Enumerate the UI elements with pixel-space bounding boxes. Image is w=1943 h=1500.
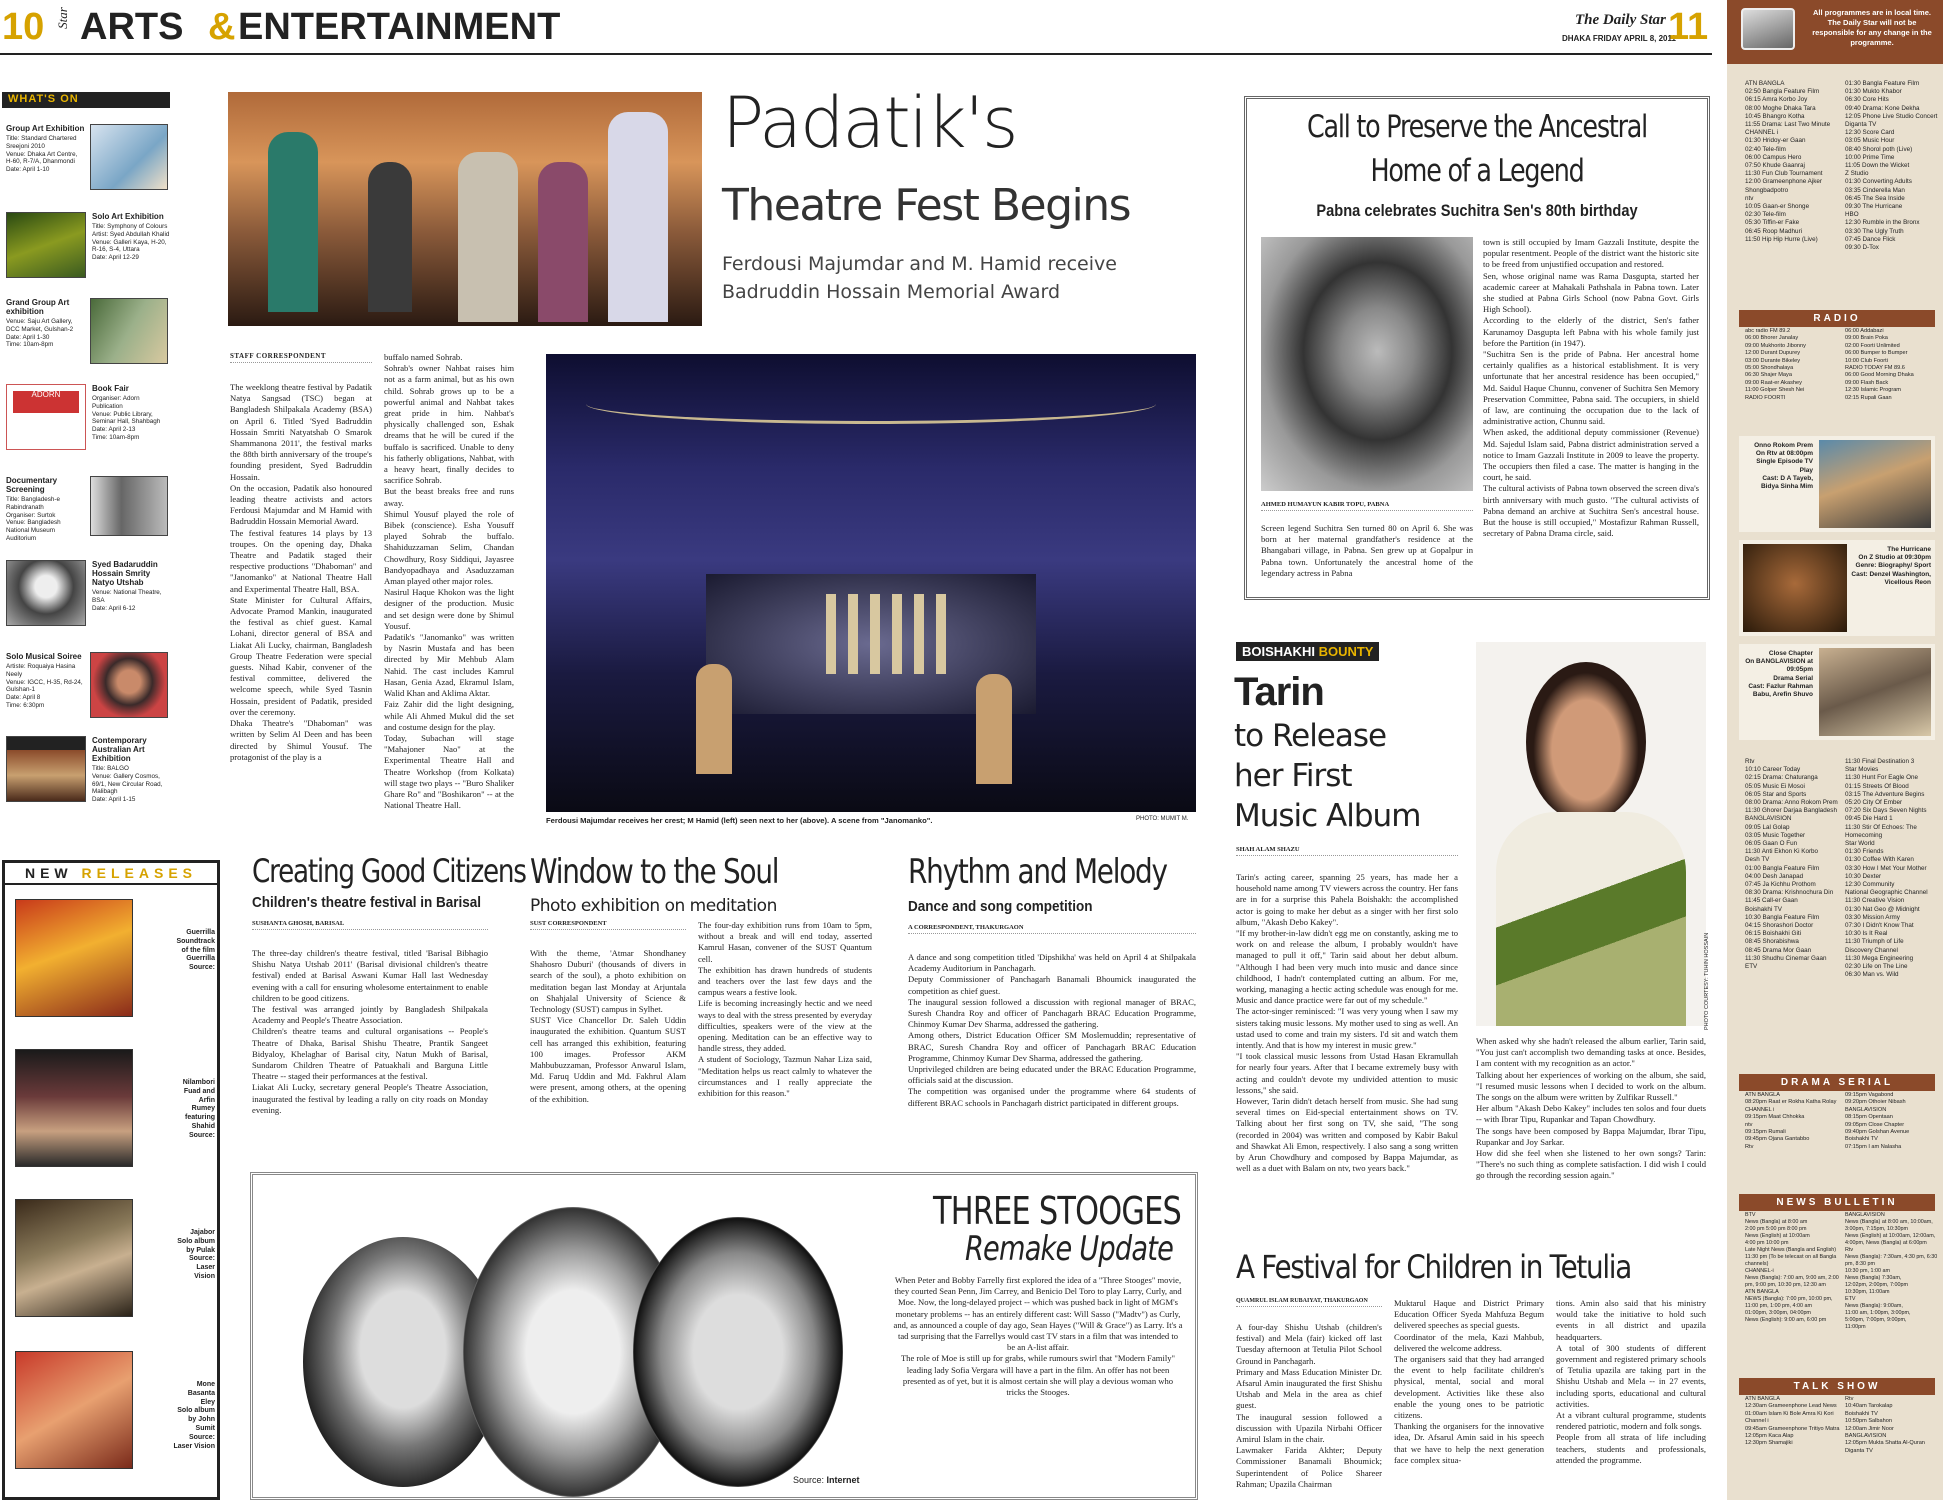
whats-on-item: Solo Musical Soiree Artiste: Roquaiya Hasina Neely Venue: IGCC, H-35, Rd-24, Gulshan-1 Date: April 8 Time: 6:30pm: [6, 652, 170, 710]
event-thumbnail: [90, 298, 168, 364]
tarin-headline-3: her First: [1234, 758, 1352, 794]
window-byline: SUST CORRESPONDENT: [530, 920, 686, 930]
citizens-text: The three-day children's theatre festival, titled 'Barisal Bibhagio Shishu Natya Utshab 2011' (Barisal divisional children's theatre festival) ended at Barisal Aswani Kumar Hall last Wednesday evening with a call for ensuring wholesome entertainment to enable children to be good citizens. The festival was arranged jointly by Bangladesh Shilpakala Academy and People's Theatre Association. Children's theatre teams and cultural organisations -- People's Theatre of Dhaka, Barisal Shishu Theatre, Prantik Sangeet Bidyaloy, Khelaghar of Barisal city, Natun Mukh of Barisal, Sundarom Children Theatre of Patuakhali and Barguna Little Theatre -- staged their performances at the festival. Liakat Ali Lucky, secretary general People's Theatre Association, inaugurated the festival by leading a rally on city roads on Monday evening.: [252, 948, 488, 1115]
suchitra-right-text: town is still occupied by Imam Gazzali Institute, despite the popular resentment. People of the district want the historic site to be freed from unjustified occupation and restored. Sen, whose original name was Rama Dasgupta, started her academic career at Mahakali Pathshala in Pabna town. Later she studied at Pabna Girls School (now Pabna Govt. Girls High School). According to the elderly of the district, Sen's father Karunamoy Dasgupta left Pabna with his whole family just before the Partition (in 1947). "Suchitra Sen is the pride of Pabna. Her ancestral home certainly qualifies as a historical establishment. It is very unfortunate that her ancestral residence has been occupied," Md. Saidul Haque Chunnu, convener of Suchitra Sen Memory Preservation Committee, Pabna said. The occupiers, in shield of law, are continuing the occupation due to the lack of administrative action, Chunnu said. When asked, the additional deputy commissioner (Revenue) Md. Sajedul Islam said, Pabna district administration served a notice to Imam Gazzali Institute in 2009 to leave the property. The occupiers then filed a case. The matter is hanging in the court, he said. The cultural activists of Pabna town observed the screen diva's birth anniversary with much gusto. "The cultural activists of Pabna demand an archive at Suchitra Sen's ancestral house. But the house is still occupied," Mostafizur Rahman Russell, secretary of Pabna Drama circle, said.: [1483, 237, 1699, 539]
star-mark: Star: [54, 7, 70, 29]
window-headline: Window to the Soul: [530, 852, 779, 892]
whats-on-item: Documentary Screening Title: Bangladesh-e Rabindranath Organiser: Surtok Venue: Bangladesh National Museum Auditorium: [6, 476, 170, 543]
album-cover-item: Guerrilla Soundtrack of the film Guerrilla Source:: [15, 899, 215, 1017]
drama-serial-right: 09:15pm Vagabond 09:20pm Othoier Nibash BANGLAVISION 08:15pm Opentaan 09:05pm Close Chapter 09:40pm Golshan Avenue Boishakhi TV 07:15pm I am Nalasha: [1845, 1092, 1910, 1150]
padatik-byline: STAFF CORRESPONDENT: [230, 352, 372, 363]
new-releases-title: NEW RELEASES: [5, 863, 217, 885]
tarin-headline-1: Tarin: [1234, 670, 1324, 714]
tarin-column-2: When asked why she hadn't released the album earlier, Tarin said, "You just can't accomplish two demanding tasks at once. Besides, I am content with my recognition as an actor." Talking about her experiences of working on the album, she said, "I resumed music lessons when I decided to work on the album. The songs on the album were written by Zulfikar Russell." Her album "Akash Debo Kakey" includes ten solos and four duets -- with Ibrar Tipu, Rupankar and Tapan Chowdhury. The songs have been composed by Bappa Majumdar, Ibrar Tipu, Rupankar and Joy Sarkar. How did she feel when she listened to her own songs? Tarin: "There's no such thing as complete satisfaction. I did wish I could go through the recording session again.": [1476, 1036, 1706, 1181]
padatik-photo-caption: Ferdousi Majumdar receives her crest; M Hamid (left) seen next to her (above). A scene from "Janomanko".: [546, 816, 933, 825]
page-number-left: 10: [2, 6, 45, 48]
drama-serial-title: DRAMA SERIAL: [1739, 1074, 1935, 1091]
talk-show-title: TALK SHOW: [1739, 1378, 1935, 1395]
event-thumbnail: [90, 124, 168, 190]
whats-on-item: Group Art Exhibition Title: Standard Chartered Sreejoni 2010 Venue: Dhaka Art Centre, H-60, R-7/A, Dhanmondi Date: April 1-10: [6, 124, 170, 174]
talk-show-left: ATN BANGLA 12:30am Grameenphone Lead News 01:00am Islam Ki Bole Amra Ki Kori Channel i 09:45am Grameenphone Tritiyo Matra 12:05pm Kaca Alap 12:30pm Shamajiki: [1745, 1396, 1840, 1447]
event-thumbnail: [90, 652, 168, 718]
section-title-entertainment: ENTERTAINMENT: [238, 6, 561, 48]
radio-title: RADIO: [1739, 310, 1935, 327]
section-title-amp: &: [208, 6, 236, 48]
three-stooges-photo: [293, 1197, 853, 1497]
page-number-right: 11: [1668, 6, 1709, 48]
section-title-arts: ARTS: [80, 6, 184, 48]
suchitra-byline: AHMED HUMAYUN KABIR TOPU, PABNA: [1261, 501, 1473, 511]
tv-set-icon: [1741, 8, 1795, 50]
suchitra-headline-1: Call to Preserve the Ancestral: [1307, 109, 1647, 145]
suchitra-headline-2: Home of a Legend: [1370, 153, 1584, 189]
stooges-source: Source: Internet: [793, 1475, 860, 1485]
window-column-1: With the theme, 'Atmar Shondhaney Shahosro Duburi' (thousands of divers in search of the soul), a photo exhibition on meditation began last Monday at Arjuntala on Shahjalal University of Science & Technology (SUST) campus in Sylhet. SUST Vice Chancellor Dr. Saleh Uddin inaugurated the exhibition. Quantum SUST cell has arranged this exhibition, featuring 100 images. Professor AKM Mahbubuzzaman, Professor Anwarul Islam, Md. Faruq Uddin and Md. Fakhrul Alam were present, among others, at the opening of the exhibition.: [530, 948, 686, 1104]
tv-schedule-2-right: 11:30 Final Destination 3 Star Movies 11:30 Hunt For Eagle One 01:15 Streets Of Blood 03:15 The Adventure Begins 05:20 City Of Ember 07:20 Six Days Seven Nights 09:45 Die Hard 1 11:30 Stir Of Echoes: The Homecoming Star World 01:30 Friends 01:30 Coffee With Karen 03:30 How I Met Your Mother 10:30 Dexter 12:30 Community National Geographic Channel 11:30 Creative Vision 01:30 Nat Geo @ Midnight 03:30 Mission Army 07:30 I Didn't Know That 10:30 Is It Real 11:30 Triumph of Life Discovery Channel 11:30 Mega Engineering 02:30 Life on The Line 06:30 Man vs. Wild: [1845, 758, 1928, 979]
tarin-headline-4: Music Album: [1234, 798, 1421, 834]
event-thumbnail: [90, 476, 168, 536]
dateline: DHAKA FRIDAY APRIL 8, 2011: [1562, 34, 1676, 43]
album-cover: [15, 1351, 133, 1469]
padatik-column-2: buffalo named Sohrab. Sohrab's owner Nahbat raises him not as a farm animal, but as his own child. Sohrab grows up to be a powerful animal and Nahbat takes great pride in him. Nahbat's physically challenged son, Eshak dreams that he will be cured if the buffalo is sacrificed. Unable to deny his fatherly obligations, Nahbat, with a heavy heart, finally decides to sacrifice Sohrab. But the beast breaks free and runs away. Shimul Yousuf played the role of Bibek (conscience). Esha Yousuff played Sohrab the buffalo. Shahiduzzaman Selim, Chandan Chowdhury, Rosy Siddiqui, Jayasree Bandyopadhaya and Asaduzzaman Aman played other major roles. Nasirul Haque Khokon was the light designer of the production. Music and set design were done by Shimul Yousuf. Padatik's "Janomanko" was written by Nasrin Mustafa and has been directed by Mir Mehbub Alam Nahid. The cast includes Kamrul Hasan, Genia Azad, Ekramul Islam, Walid Khan and Aklima Aktar. Faiz Zahir did the light designing, while Ali Ahmed Mukul did the set and costume design for the play. Today, Subachan will stage "Mahajoner Nao" at the Experimental Theatre Hall and Theatre Workshop (from Kolkata) will stage two plays -- "Buro Shaliker Ghare Ro" and "Boshikaron" -- at the National Theatre Hall.: [384, 352, 514, 811]
rhythm-headline: Rhythm and Melody: [908, 852, 1167, 892]
padatik-column-1: The weeklong theatre festival by Padatik Natya Sangsad (TSC) began at Bangladesh Shilpakala Academy (BSA) on April 6. Titled 'Syed Badruddin Hossain Smriti Natyatshab O Smarok Shammanona 2011', the festival marks the 88th birth anniversary of the troupe's founding president, Syed Badruddin Hossain. On the occasion, Padatik also honoured leading theatre activists and actors Ferdousi Majumdar and M Hamid with Badruddin Hossain Memorial Award. The festival features 14 plays by 13 troupes. On the opening day, Dhaka Theatre and Padatik staged their respective productions "Dhaboman" and "Janomanko" at National Theatre Hall and Experimental Theatre Hall, BSA. State Minister for Cultural Affairs, Advocate Pramod Mankin, inaugurated the festival as chief guest. Kamal Lohani, director general of BSA and Liakat Ali Lucky, chairman, Bangladesh Group Theatre Federation were special guests. Nihad Kabir, convener of the festival committee, delivered the welcome speech, while Syed Tasnin Hossain, president of Padatik, presided over the ceremony. Dhaka Theatre's "Dhaboman" was written by Selim Al Deen and has been directed by Shimul Yousuf. The protagonist of the play is a: [230, 382, 372, 762]
page-header: [0, 0, 1712, 55]
suchitra-left-text: Screen legend Suchitra Sen turned 80 on April 6. She was born at her maternal grandfather's residence at the Bhangabari village, in Pabna. Sen grew up at Gopalpur in Pabna town. Unfortunately the ancestral home of the legendary actress in Pabna: [1261, 523, 1473, 578]
tv-schedule-left: ATN BANGLA 02:50 Bangla Feature Film 06:15 Amra Korbo Joy 08:00 Moghe Dhaka Tara 10:45 Bhangro Kotha 11:55 Drama: Last Two Minute CHANNEL i 01:30 Hridoy-er Gaan 02:40 Tele-film 06:00 Campus Hero 07:50 Khude Gaanraj 11:30 Fun Club Tournament 12:00 Grameenphone Ajker Shongbadpotro ntv 10:05 Gaan-er Shonge 02:30 Tele-film 05:30 Tiffin-er Fake 06:45 Roop Madhuri 11:50 Hip Hip Hurre (Live): [1745, 80, 1831, 243]
drama-serial-left: ATN BANGLA 08:20pm Raat er Rokha Katha Rolay CHANNEL i 09:15pm Maat Chhokka ntv 09:15pm Rumali 09:45pm Ojana Gantabbo Rtv: [1745, 1092, 1837, 1150]
stooges-text: When Peter and Bobby Farrelly first explored the idea of a "Three Stooges" movie, they courted Sean Penn, Jim Carrey, and Benicio Del Toro to play Larry, Curly, and Moe. Now, the long-delayed project -- which was pushed back in light of MGM's monetary problems -- has an entirely different cast: Will Sasso ("Madtv") as Curly, and, as announced a couple of day ago, Sean Hayes ("Will & Grace") as Larry. It's a tad surprising that the Farrellys would cast TV stars in a film that was intended to be an A-list affair. The role of Moe is still up for grabs, while rumours swirl that "Modern Family" leading lady Sofia Vergara will have a part in the film. An offer has not been presented as of yet, but it is almost certain she will play a devious woman who tricks the Stooges.: [893, 1275, 1183, 1398]
news-bulletin-title: NEWS BULLETIN: [1739, 1194, 1935, 1211]
album-cover-item: Jajabor Solo album by Pulak Source: Laser Vision: [15, 1199, 215, 1317]
radio-schedule-left: abc radio FM 89.2 06:00 Bhorer Janalay 09:00 Mukhorito Jibonny 12:00 Durant Dupurey 03:00 Durante Bikeley 05:00 Shondhalaya 06:30 Shajer Maya 09:00 Raat-er Akashey 11:00 Golper Shesh Nei RADIO FOORTI: [1745, 328, 1806, 401]
promo-card: [1739, 540, 1935, 636]
padatik-headline-2: Theatre Fest Begins: [722, 180, 1131, 231]
tarin-headline-2: to Release: [1234, 718, 1387, 754]
new-releases-panel: [2, 860, 220, 1500]
promo-text: Onno Rokom Prem On Rtv at 08:00pm Single Episode TV Play Cast: D A Tayeb, Bidya Sinha Mim: [1754, 442, 1813, 491]
window-column-2: The four-day exhibition runs from 10am to 5pm, without a break and will end today, asserted Kamrul Hasan, convener of the SUST Quantum cell. The exhibition has drawn hundreds of students and teachers over the last few days and the campus wears a festive look. Life is becoming increasingly hectic and we need ways to deal with the stress presented by everyday difficulties, speakers were of the view at the opening. Meditation can be an effective way to handle stress, they added. A student of Sociology, Tazmun Nahar Liza said, "Meditation helps us react calmly to whatever the circumstances and I really appreciate the exhibition for this reason.": [698, 920, 872, 1099]
tetulia-column-2: Muktarul Haque and District Primary Education Officer Syeda Mahfuza Begum delivered speeches as special guests. Coordinator of the mela, Kazi Mahbub, delivered the welcome address. The organisers said that they had arranged the event to help facilitate children's physical, mental, social and moral development. Activities like these also enable the young ones to be patriotic citizens. Thanking the organisers for the innovative idea, Dr. Afsarul Amin said in his speech that we have to help the next generation face complex situa-: [1394, 1298, 1544, 1465]
masthead: The Daily Star: [1575, 12, 1666, 28]
tv-guide-sidebar: [1727, 0, 1943, 1500]
promo-text: Close Chapter On BANGLAVISION at 09:05pm Drama Serial Cast: Fazlur Rahman Babu, Arefin Shuvo: [1745, 650, 1813, 699]
whats-on-title: WHAT'S ON: [2, 92, 170, 108]
news-bulletin-left: BTV News (Bangla) at 8:00 am 2:00 pm 5:00 pm 8:00 pm News (English) at 10:00am 4:00 pm 10:00 pm Late Night News (Bangla and English) 11:30 pm (To be telecast on all Bangla channels) CHANNEL-i News (Bangla): 7:00 am, 9:00 am, 2:00 pm, 9:00 pm, 10:30 pm, 12:30 am ATN BANGLA NEWS (Bangla): 7:00 pm, 10:00 pm, 11:00 pm, 1:00 pm, 4:00 am 01:00pm, 3:00pm, 04:00pm News (English): 9:00 am, 6:00 pm: [1745, 1212, 1839, 1323]
whats-on-item: Grand Group Art exhibition Venue: Saju Art Gallery, DCC Market, Gulshan-2 Date: April 1-30 Time: 10am-8pm: [6, 298, 170, 349]
tarin-photo-credit: PHOTO COURTESY: TUHIN HOSSAIN: [1704, 932, 1710, 1030]
album-cover-item: Nilambori Fuad and Arfin Rumey featuring Shahid Source:: [15, 1049, 215, 1167]
album-cover-item: Mone Basanta Eley Solo album by John Sumit Source: Laser Vision: [15, 1351, 215, 1469]
event-thumbnail: [6, 212, 86, 278]
tetulia-headline: A Festival for Children in Tetulia: [1236, 1248, 1631, 1286]
news-bulletin-right: BANGLAVISION News (Bangla) at 8:00 am, 10:00am, 3:00pm, 7:15pm, 10:30pm News (English) at 10:00am, 12:00am, 4:00pm, News (Bangla) at 6:00pm Rtv News (Bangla): 7:30am, 4:30 pm, 6:30 pm, 8:30 pm 10:30 pm, 1:00 am News (Bangla) 7:30am, 12:02pm, 2:00pm, 7:00pm 10:30pm, 11:00am ETV News (Bangla): 9:00am, 11:00 am, 1:00pm, 3:00pm, 5:00pm, 7:00pm, 9:00pm, 11:00pm: [1845, 1212, 1938, 1330]
suchitra-subhead: Pabna celebrates Suchitra Sen's 80th birthday: [1316, 201, 1638, 220]
stooges-headline-1: THREE STOOGES: [933, 1189, 1182, 1233]
promo-photo: [1819, 648, 1931, 736]
whats-on-panel: WHAT'S ON Group Art Exhibition Title: Standard Chartered Sreejoni 2010 Venue: Dhaka Art Centre, H-60, R-7/A, Dhanmondi Date: April 1-10 Solo Art Exhibition Title: Symphony of Colours Artist: Syed Abdullah Khalid Venue: Galleri Kaya, H-20, R-16, S-4, Uttara Date: April 12-29 Grand Group Art exhibition Venue: Saju Art Gallery, DCC Market, Gulshan-2 Date: April 1-30 Time: 10am-8pm ADORN Book Fair Organiser: Adorn Publication Venue: Public Library, Seminar Hall, Shahbagh Date: April 2-13 Time: 10am-8pm Documentary Screening Title: Bangladesh-e Rabindranath Organiser: Surtok Venue: Bangladesh National Museum Auditorium Syed Badaruddin Hossain Smrity Natyo Utshab Venue: National Theatre, BSA Date: April 6-12 Solo Musical Soiree Artiste: Roquaiya Hasina Neely Venue: IGCC, H-35, Rd-24, Gulshan-1 Date: April 8 Time: 6:30pm Contemporary Australian Art Exhibition Title: BALGO Venue: Gallery Cosmos, 69/1, New Circular Road, Malibagh Date: April 1-15: [2, 92, 170, 808]
album-cover: [15, 899, 133, 1017]
album-cover: [15, 1049, 133, 1167]
tarin-kicker: BOISHAKHI BOUNTY: [1236, 642, 1379, 661]
rhythm-subhead: Dance and song competition: [908, 898, 1093, 915]
tarin-column-1: Tarin's acting career, spanning 25 years, has made her a household name among TV viewers across the country. Her fans are in for a surprise this Pahela Boishakh: the accomplished actor is going to make her debut as a singer with her first solo album, "Akash Debo Kakey". "If my brother-in-law didn't egg me on constantly, asking me to work on and release the album, I probably wouldn't have managed to pull it off," Tarin said about her debut album. "Although I had been very much into music and dance since childhood, I hadn't contemplated cutting an album. For me, working, managing a hectic acting schedule was enough for me. Music and dance practice were far out of my schedule." The actor-singer reminisced: "I was very young when I saw my sisters taking music lessons. My mother used to sing as well. An ustad used to come and train my sisters. I'd sit and watch them intently. And that is how my interest in music grew." "I took classical music lessons from Ustad Hasan Ekramullah for nearly four years. After that I became extremely busy with acting and couldn't devote my undivided attention to music lessons," she said. However, Tarin didn't detach herself from music. She had sung several times on Eid-special entertainment shows on TV. Talking about her first song on TV, she said, "The song (recorded in 2004) was written and composed by Kabir Bakul and Shawkat Ali Emon, respectively. I also sang a song written by Arun Chowdhury and composed by Bappa Majumdar, as well as a duet with Balam on ntv, two years back.": [1236, 872, 1458, 1174]
event-thumbnail: ADORN: [6, 384, 86, 450]
janomanko-stage-photo: [546, 354, 1196, 812]
citizens-subhead: Children's theatre festival in Barisal: [252, 894, 482, 911]
citizens-headline: Creating Good Citizens: [252, 852, 526, 890]
event-thumbnail: [6, 736, 86, 802]
suchitra-article-box: [1244, 96, 1710, 600]
rhythm-text: A dance and song competition titled 'Dipshikha' was held on April 4 at Shilpakala Academy Auditorium in Panchagarh. Deputy Commissioner of Panchagarh Banamali Bhoumick inaugurated the competition as chief guest. The inaugural session followed a discussion with regional manager of BRAC, Suresh Chandra Roy and officer of Panchagarh BRAC Education Programme, Chinmoy Kumar Dev Sharma, addressed the gathering. Among others, District Education Officer SM Moslemuddin; representative of BRAC, Suresh Chandra Roy and officer of Panchagarh BRAC Education Programme, Chinmoy Kumar Dev Sharma, addressed the gathering. Unprivileged children are being educated under the BRAC Education Programme, officials said at the discussion. The competition was organised under the programme where 64 students of different BRAC schools in Panchagarh district participated in different groups.: [908, 952, 1196, 1108]
window-subhead: Photo exhibition on meditation: [530, 896, 777, 916]
stooges-headline-2: Remake Update: [964, 1229, 1173, 1269]
padatik-subhead: Ferdousi Majumdar and M. Hamid receive Badruddin Hossain Memorial Award: [722, 253, 1117, 303]
promo-photo: [1819, 440, 1931, 528]
promo-card: [1739, 644, 1935, 740]
rhythm-byline: A CORRESPONDENT, THAKURGAON: [908, 924, 1196, 934]
tarin-portrait: [1476, 642, 1706, 1026]
album-cover: [15, 1199, 133, 1317]
promo-text: The Hurricane On Z Studio at 09:30pm Genre: Biography/ Sport Cast: Denzel Washington, Vicellous Reon: [1851, 546, 1931, 586]
tv-schedule-2-left: Rtv 10:10 Career Today 02:15 Drama: Chaturanga 05:05 Music Ei Mosoi 06:05 Star and Sports 08:00 Drama: Anno Rokom Prem 11:30 Ghorer Darjaa Bangladesh BANGLAVISION 09:05 Lal Golap 03:05 Music Together 06:05 Gaan O Fun 11:30 Anti Ekhon Ki Korbo Desh TV 01:00 Bangla Feature Film 04:00 Desh Janapad 07:45 Ja Kichhu Prothom 08:30 Drama: Krishnochura Din 11:45 Call-er Gaan Boishakhi TV 10:30 Bangla Feature Film 04:15 Shorashori Doctor 06:15 Boishakhi Giti 08:45 Shorabishwa 08:45 Drama Mor Gaan 11:30 Shudhu Cinemar Gaan ETV: [1745, 758, 1838, 971]
tetulia-column-3: tions. Amin also said that his ministry would take the initiative to hold such events in all district and upazila headquarters. A total of 300 students of different government and registered primary schools of Tetulia upazila are taking part in the Shishu Utshab and Mela -- in 27 events, including sports, educational and cultural activities. At a vibrant cultural programme, students rendered patriotic, modern and folk songs. People from all strata of life including teachers, students and professionals, attended the programme.: [1556, 1298, 1706, 1465]
sidebar-notice: All programmes are in local time. The Daily Star will not be responsible for any change in the programme.: [1812, 8, 1932, 47]
padatik-headline-1: Padatik's: [722, 82, 1017, 164]
tetulia-column-1: A four-day Shishu Utshab (children's festival) and Mela (fair) kicked off last Tuesday afternoon at Tetulia Pilot School Ground in Panchagarh. Primary and Mass Education Minister Dr. Afsarul Amin inaugurated the first Shishu Utshab and Mela in the area as chief guest. The inaugural session followed a discussion with Upazila Nirbahi Officer Amirul Islam in the chair. Lawmaker Farida Akhter; Deputy Commissioner Banamali Bhoumick; Superintendent of Police Shareer Rahman; Upazila Chairman: [1236, 1322, 1382, 1489]
talk-show-right: Rtv 10:40am Tarokalap Boishakhi TV 10:50pm Salbahon 12:00am Jimir Noor BANGLAVISION 12:05pm Mukta Shatta Al-Quran Diganta TV: [1845, 1396, 1925, 1454]
stooges-article-box: [250, 1172, 1198, 1500]
tarin-byline: SHAH ALAM SHAZU: [1236, 846, 1458, 856]
suchitra-sen-portrait: [1261, 237, 1473, 491]
event-thumbnail: [6, 560, 86, 626]
tetulia-byline: QUAMRUL ISLAM RUBAIYAT, THAKURGAON: [1236, 1298, 1382, 1307]
promo-photo: [1743, 544, 1847, 632]
sidebar-notice-block: [1727, 0, 1943, 64]
award-ceremony-photo: [228, 92, 702, 326]
tv-schedule-right: 01:30 Bangla Feature Film 01:30 Mukto Khabor 06:30 Core Hits 09:40 Drama: Kone Dekha 12:05 Phone Live Studio Concert Diganta TV 12:30 Score Card 03:05 Music Hour 08:40 Shorol poth (Live) 10:00 Prime Time 11:05 Down the Wicket Z Studio 01:30 Converting Adults 03:35 Cinderella Man 06:45 The Sea Inside 09:30 The Hurricane HBO 12:30 Rumble in the Bronx 03:30 The Ugly Truth 07:45 Dance Flick 09:30 D-Tox: [1845, 80, 1938, 252]
promo-card: [1739, 436, 1935, 532]
radio-schedule-right: 06:00 Addabazi 09:00 Brain Poka 02:00 Foorti Unlimited 06:00 Bumper to Bumper 10:00 Club Foorti RADIO TODAY FM 89.6 06:00 Good Morning Dhaka 09:00 Flash Back 12:30 Islamic Program 02:15 Rupali Gaan: [1845, 328, 1914, 401]
citizens-byline: SUSHANTA GHOSH, BARISAL: [252, 920, 488, 930]
padatik-photo-credit: PHOTO: MUMIT M.: [1136, 816, 1189, 822]
